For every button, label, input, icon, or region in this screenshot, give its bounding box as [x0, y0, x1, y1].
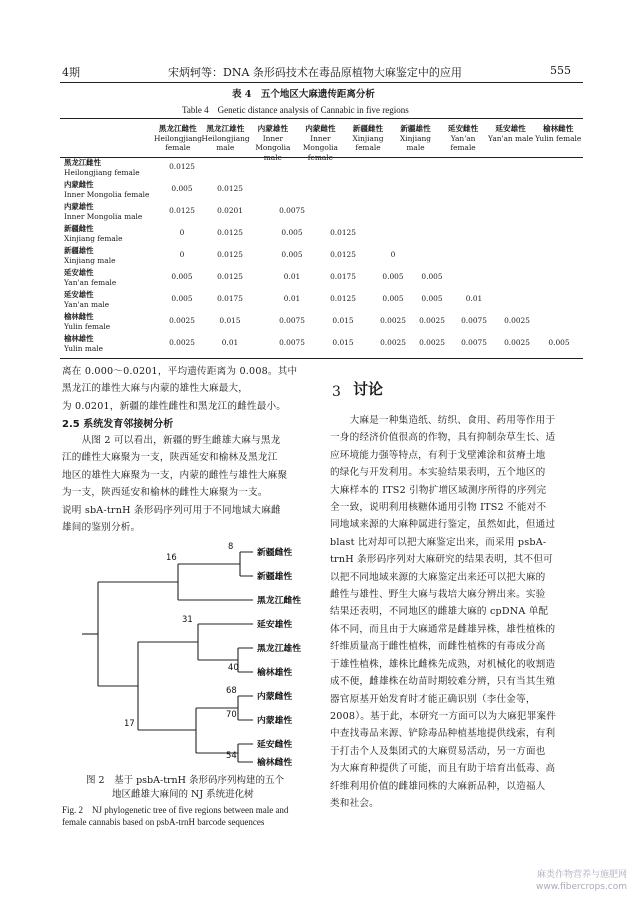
- table-cell: 0.0125: [169, 206, 195, 215]
- figure-caption-en-1: Fig. 2 NJ phylogenetic tree of five regions between male and: [62, 805, 289, 815]
- bootstrap-label: 68: [226, 685, 237, 695]
- text-line: 全一致，说明利用核糖体通用引物 ITS2 不能对不: [330, 502, 547, 514]
- tree-branch: [238, 696, 253, 720]
- tree-branch: [178, 564, 253, 600]
- table-cell: 0.005: [548, 338, 570, 347]
- table-cell: 0.005: [281, 228, 303, 237]
- table-cell: 0.0175: [330, 272, 356, 281]
- bootstrap-label: 70: [226, 709, 237, 719]
- table-cell: 0.0075: [279, 206, 305, 215]
- table-cell: 0.0125: [217, 228, 243, 237]
- table-cell: 0.0075: [279, 338, 305, 347]
- table-cell: 0.0125: [330, 294, 356, 303]
- tree-leaf-label: 榆林雄性: [257, 668, 293, 678]
- table-cell: 0.0025: [504, 338, 530, 347]
- nj-phylogenetic-tree: [78, 540, 328, 768]
- table-cell: 0: [390, 250, 396, 259]
- row-label-cn: 内蒙雌性: [64, 180, 94, 189]
- running-title: 宋炳轲等：DNA 条形码技术在毒品原植物大麻鉴定中的应用: [168, 66, 462, 79]
- column-header-cn: 内蒙雌性: [305, 124, 336, 133]
- column-header-en: Inner Mongolia female: [302, 133, 338, 162]
- text-line: 2008）。基于此，本研究一方面可以为大麻犯罪案件: [330, 710, 557, 722]
- text-line: 雌性与雄性、野生大麻与栽培大麻分辨出来。实验: [330, 589, 546, 601]
- table-cell: 0.005: [382, 272, 404, 281]
- column-header-cn: 黑龙江雄性: [206, 124, 245, 133]
- bootstrap-label: 40: [228, 662, 239, 672]
- bootstrap-label: 8: [228, 541, 234, 551]
- text-line: 雄间的鉴别分析。: [62, 522, 141, 534]
- text-line: 以把不同地域来源的大麻鉴定出来还可以把大麻的: [330, 571, 546, 583]
- issue-label: 4期: [62, 66, 80, 79]
- table-cell: 0.0175: [217, 294, 243, 303]
- watermark: [536, 869, 627, 893]
- tree-leaf-label: 内蒙雌性: [257, 692, 293, 702]
- row-label-cn: 新疆雌性: [64, 224, 94, 233]
- text-line: 为一支，陕西延安和榆林的雌性大麻聚为一支。: [62, 487, 268, 499]
- table-cell: 0.005: [382, 294, 404, 303]
- table-cell: 0.0075: [279, 316, 305, 325]
- tree-leaf-label: 新疆雄性: [257, 572, 293, 582]
- page-number: 555: [550, 64, 571, 77]
- text-line: 的绿化与开发利用。本实验结果表明，五个地区的: [330, 467, 546, 479]
- table-bottom-rule: [60, 358, 583, 359]
- bootstrap-label: 54: [226, 750, 237, 760]
- tree-branch: [238, 744, 253, 762]
- figure-caption-en-2: female cannabis based on psbA-trnH barcode sequences: [62, 817, 265, 827]
- table-cell: 0: [179, 228, 185, 237]
- table-cell: 0.005: [281, 250, 303, 259]
- tree-leaf-label: 延安雌性: [257, 740, 293, 750]
- header-rule: [60, 82, 583, 83]
- text-line: 应环境能力强等特点，有利于戈壁滩涂和贫瘠土地: [330, 449, 546, 461]
- text-line: 为 0.0201，新疆的雄性雌性和黑龙江的雌性最小。: [62, 400, 287, 412]
- table-caption-en: Table 4 Genetic distance analysis of Cannabic in five regions: [182, 105, 409, 115]
- row-label-cn: 榆林雄性: [64, 334, 94, 343]
- discussion-paragraph: [330, 412, 584, 812]
- table-cell: 0.0125: [330, 228, 356, 237]
- text-line: 为大麻育种提供了可能，而且有助于培育出低毒、高: [330, 763, 556, 775]
- text-line: 器官原基开始发育时才能正确识别（李仕金等，: [330, 693, 536, 705]
- tree-leaf-label: 延安雄性: [257, 620, 293, 630]
- table-cell: 0.0125: [217, 184, 243, 193]
- tree-leaf-label: 黑龙江雄性: [257, 644, 301, 654]
- tree-leaf-label: 新疆雌性: [257, 548, 293, 558]
- left-paragraph-tree: [62, 432, 317, 536]
- text-line: 地区的雄性大麻聚为一支，内蒙的雌性与雄性大麻聚: [62, 469, 288, 481]
- row-label-cn: 榆林雌性: [64, 312, 94, 321]
- table-cell: 0.005: [171, 184, 193, 193]
- tree-branch: [240, 552, 253, 576]
- column-header-en: Inner Mongolia male: [255, 133, 291, 162]
- column-header-en: Yan'an female: [450, 133, 476, 152]
- row-label-en: Inner Mongolia male: [64, 212, 143, 221]
- text-line: 从图 2 可以看出，新疆的野生雌雄大麻与黑龙: [62, 435, 281, 446]
- row-label-en: Yan'an female: [64, 278, 117, 287]
- watermark-line: 麻类作物营养与施肥网: [536, 870, 627, 880]
- text-line: 一身的经济价值很高的作物，具有抑制杂草生长、适: [330, 432, 556, 444]
- column-header-cn: 榆林雌性: [543, 124, 574, 133]
- text-line: 江的雌性大麻聚为一支，陕西延安和榆林及黑龙江: [62, 452, 278, 464]
- tree-leaf-label: 榆林雌性: [257, 758, 293, 768]
- left-paragraph-intro: [62, 363, 317, 415]
- table-cell: 0.0025: [169, 338, 195, 347]
- text-line: 大麻是一种集造纸、纺织、食用、药用等作用于: [330, 415, 556, 426]
- tree-leaf-label: 黑龙江雌性: [257, 596, 301, 606]
- bootstrap-label: 31: [182, 614, 193, 624]
- text-line: 于打击个人及集团式的大麻贸易活动，另一方面也: [330, 745, 546, 757]
- row-label-cn: 黑龙江雌性: [64, 158, 101, 167]
- column-header-en: Heilongjiang male: [201, 133, 250, 152]
- row-label-cn: 新疆雄性: [64, 246, 94, 255]
- table-cell: 0.0125: [217, 272, 243, 281]
- column-header-en: Xinjiang female: [352, 133, 384, 152]
- row-label-en: Yulin female: [64, 322, 111, 331]
- table-cell: 0.01: [465, 294, 483, 303]
- column-header-cn: 新疆雄性: [400, 124, 431, 133]
- row-label-en: Inner Mongolia female: [64, 190, 150, 199]
- table-cell: 0.0025: [380, 338, 406, 347]
- table-cell: 0.0025: [504, 316, 530, 325]
- table-cell: 0.0125: [330, 250, 356, 259]
- table-cell: 0.0025: [169, 316, 195, 325]
- text-line: 体不同，而且由于大麻通常是雌雄异株，雄性植株的: [330, 623, 556, 635]
- table-cell: 0.005: [421, 272, 443, 281]
- column-header-en: Yan'an male: [488, 133, 534, 143]
- row-label-cn: 内蒙雄性: [64, 202, 94, 211]
- watermark-line: www.fibercrops.com: [536, 882, 627, 892]
- table-cell: 0: [179, 250, 185, 259]
- bootstrap-label: 17: [124, 718, 135, 728]
- table-cell: 0.005: [421, 294, 443, 303]
- table-cell: 0.015: [332, 316, 354, 325]
- tree-branch: [238, 648, 253, 672]
- figure-caption-cn-2: 地区雌雄大麻间的 NJ 系统进化树: [112, 789, 254, 800]
- text-line: 纤维质量高于雌性植株，而雌性植株的有毒成分高: [330, 641, 546, 653]
- column-header-cn: 黑龙江雌性: [158, 124, 197, 133]
- row-label-en: Yan'an male: [64, 300, 110, 309]
- figure-caption-cn-1: 图 2 基于 psbA-trnH 条形码序列构建的五个: [86, 775, 284, 786]
- tree-branch: [198, 624, 253, 660]
- text-line: blast 比对却可以把大麻鉴定出来，而采用 psbA-: [330, 536, 547, 548]
- column-header-cn: 延安雄性: [495, 124, 526, 133]
- column-header-en: Xinjiang male: [400, 133, 431, 152]
- table-cell: 0.0201: [217, 206, 243, 215]
- table-cell: 0.0125: [169, 162, 195, 171]
- column-header-cn: 新疆雌性: [352, 124, 384, 133]
- bootstrap-label: 16: [166, 552, 177, 562]
- text-line: 成不便，雌雄株在幼苗时期较难分辨，只有当其生殖: [330, 676, 556, 688]
- table-cell: 0.005: [171, 272, 193, 281]
- table-cell: 0.01: [283, 272, 301, 281]
- row-label-en: Heilongjiang female: [64, 168, 140, 177]
- row-label-en: Yulin male: [64, 344, 103, 353]
- text-line: 说明 sbA-trnH 条形码序列可用于不同地域大麻雌: [62, 504, 281, 516]
- text-line: 中查找毒品来源、铲除毒品种植基地提供线索，有利: [330, 728, 556, 740]
- table-cell: 0.0075: [461, 316, 487, 325]
- tree-leaf-label: 内蒙雄性: [257, 716, 293, 726]
- section-number-3: 3: [332, 384, 341, 400]
- text-line: 同地域来源的大麻种属进行鉴定，虽然如此，但通过: [330, 519, 556, 531]
- table-caption-cn: 表 4 五个地区大麻遗传距离分析: [232, 89, 375, 100]
- table-cell: 0.0125: [217, 250, 243, 259]
- text-line: 离在 0.000～0.0201，平均遗传距离为 0.008。其中: [62, 366, 298, 377]
- table-cell: 0.01: [221, 338, 239, 347]
- table-cell: 0.015: [332, 338, 354, 347]
- column-header-cn: 内蒙雄性: [257, 124, 289, 133]
- text-line: 于雄性植株，雄株比雌株先成熟，对机械化的收割造: [330, 658, 556, 670]
- table-cell: 0.01: [283, 294, 301, 303]
- text-line: 大麻样本的 ITS2 引物扩增区域测序所得的序列完: [330, 484, 547, 496]
- table-cell: 0.015: [219, 316, 241, 325]
- table-cell: 0.0025: [419, 316, 445, 325]
- text-line: trnH 条形码序列对大麻研究的结果表明，其不但可: [330, 554, 553, 566]
- text-line: 纤维利用价值的雌雄同株的大麻新品种，以造福人: [330, 780, 546, 792]
- table-top-rule: [60, 118, 583, 119]
- column-header-en: Yulin female: [535, 133, 582, 143]
- column-header-en: Heilongjiang female: [154, 133, 203, 152]
- section-heading-2-5: 2.5 系统发育邻接树分析: [62, 419, 174, 430]
- row-label-en: Xinjiang male: [64, 256, 116, 265]
- tree-branch: [138, 642, 198, 730]
- table-cell: 0.005: [171, 294, 193, 303]
- table-cell: 0.0025: [380, 316, 406, 325]
- row-label-en: Xinjiang female: [64, 234, 123, 243]
- table-cell: 0.0025: [419, 338, 445, 347]
- text-line: 黑龙江的雄性大麻与内蒙的雄性大麻最大，: [62, 383, 249, 395]
- table-header-rule: [60, 157, 583, 158]
- column-header-cn: 延安雌性: [447, 124, 479, 133]
- table-cell: 0.0075: [461, 338, 487, 347]
- row-label-cn: 延安雄性: [64, 268, 94, 277]
- section-title-discussion: 讨论: [353, 380, 384, 398]
- text-line: 类和社会。: [330, 797, 379, 809]
- row-label-cn: 延安雄性: [64, 290, 94, 299]
- text-line: 结果还表明，不同地区的雌雄大麻的 cpDNA 单配: [330, 606, 549, 618]
